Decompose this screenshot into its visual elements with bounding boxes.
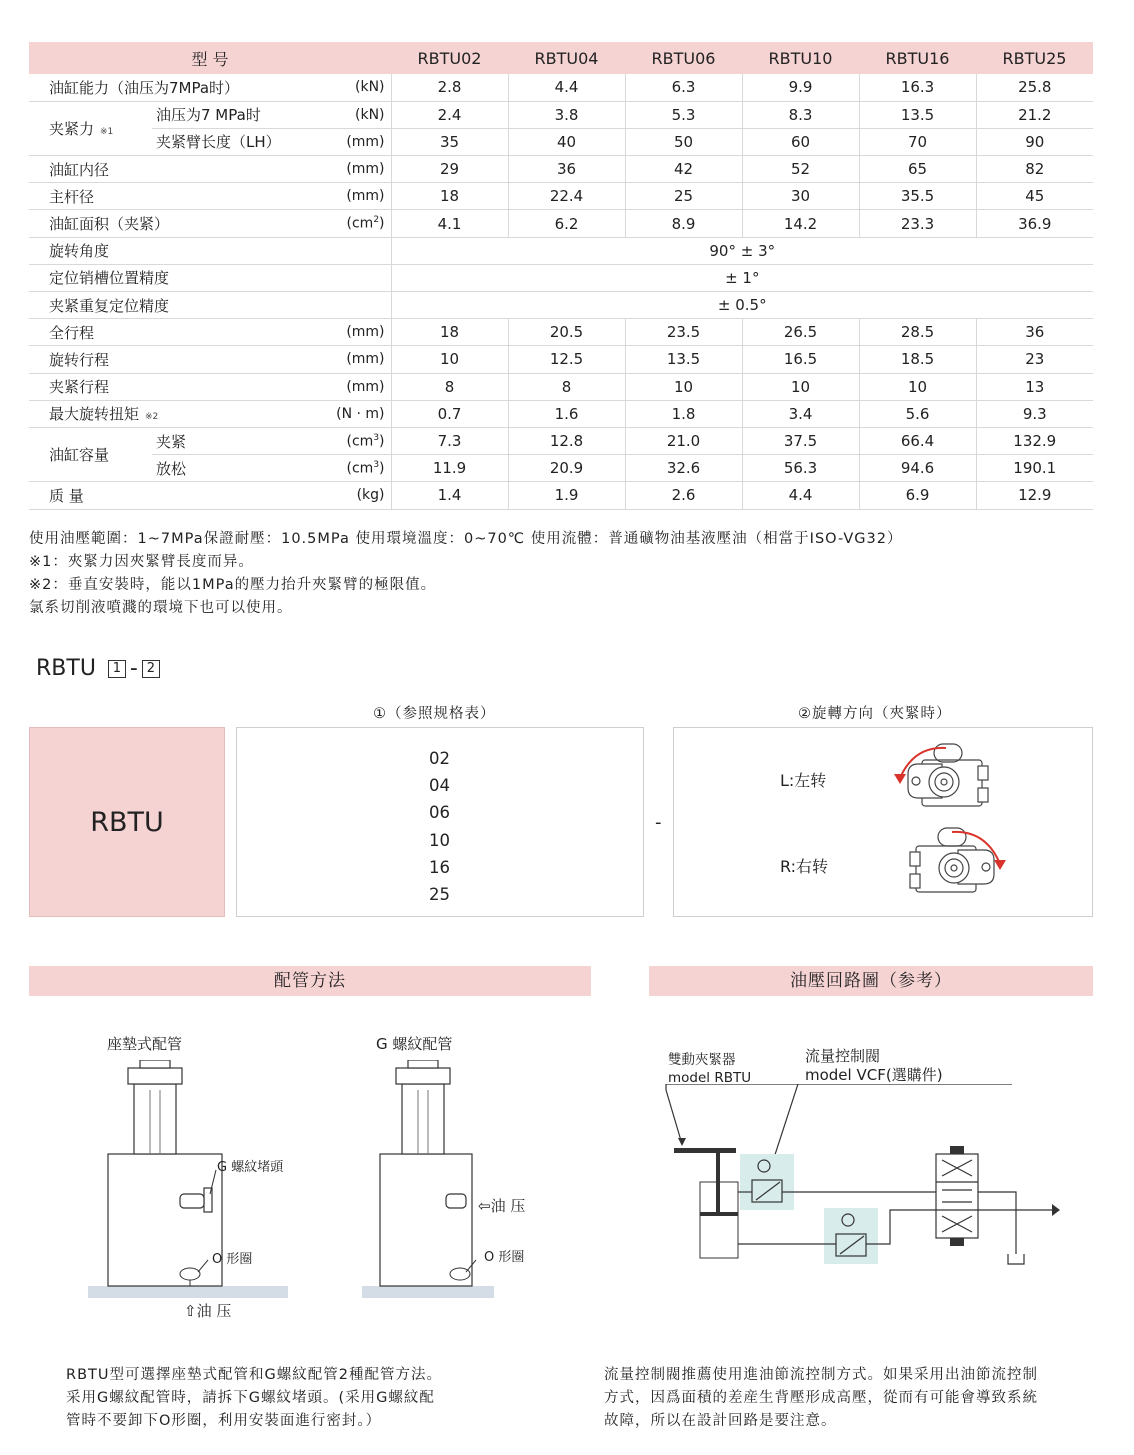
value-cell: 10	[625, 373, 742, 400]
piping-desc	[66, 1364, 442, 1433]
value-cell: 16.5	[742, 346, 859, 373]
header-model: RBTU04	[508, 42, 625, 74]
desc-line: 管時不要卸下O形圈，利用安裝面進行密封。）	[66, 1413, 382, 1429]
row-label: 油缸面积（夹紧）	[29, 210, 327, 237]
note-line: ※1：夾緊力因夾緊臂長度而异。	[29, 554, 254, 570]
row-unit: $(cm^2)$	[327, 210, 391, 237]
table-row	[29, 427, 1093, 454]
value-cell: 25	[625, 183, 742, 210]
table-row	[29, 156, 1093, 183]
desc-line: RBTU型可選擇座墊式配管和G螺紋配管2種配管方法。	[66, 1367, 442, 1383]
piping-title: 配管方法	[29, 966, 591, 996]
value-cell: 42	[625, 156, 742, 183]
row-unit: (mm)	[327, 156, 391, 183]
col2-header: ②旋轉方向（夾緊時）	[798, 706, 952, 722]
value-cell: 13	[976, 373, 1093, 400]
value-cell: 0.7	[391, 400, 508, 427]
size-item: 06	[429, 803, 450, 823]
row-unit: (N · m)	[327, 400, 391, 427]
value-cell: 12.8	[508, 427, 625, 454]
header-model: RBTU02	[391, 42, 508, 74]
value-cell: 8	[391, 373, 508, 400]
value-cell: 30	[742, 183, 859, 210]
value-cell: 65	[859, 156, 976, 183]
value-cell: 23.5	[625, 319, 742, 346]
value-cell: 12.5	[508, 346, 625, 373]
merged-value: ± 1°	[391, 264, 1093, 291]
valve-callout	[805, 1047, 943, 1085]
circuit-title: 油壓回路圖（参考）	[649, 966, 1093, 996]
row-label: 质 量	[29, 482, 327, 509]
value-cell: 2.6	[625, 482, 742, 509]
value-cell: 28.5	[859, 319, 976, 346]
value-cell: 7.3	[391, 427, 508, 454]
value-cell: 20.9	[508, 455, 625, 482]
desc-line: 采用G螺紋配管時，請拆下G螺紋堵頭。(采用G螺紋配	[66, 1390, 435, 1406]
row-unit: (mm)	[327, 183, 391, 210]
header-model: RBTU06	[625, 42, 742, 74]
value-cell: 1.4	[391, 482, 508, 509]
row-unit: $(cm^3)$	[327, 455, 391, 482]
desc-line: 流量控制閥推薦使用進油節流控制方式。如果采用出油節流控制	[604, 1367, 1038, 1383]
size-box	[236, 727, 644, 917]
value-cell: 132.9	[976, 427, 1093, 454]
table-row	[29, 319, 1093, 346]
row-label: 油缸能力（油压为7MPa时）	[29, 74, 327, 101]
value-cell: 6.2	[508, 210, 625, 237]
value-cell: 18	[391, 183, 508, 210]
table-row	[29, 264, 1093, 291]
value-cell: 50	[625, 128, 742, 155]
code-dash: -	[129, 656, 138, 681]
notes-block	[29, 528, 902, 620]
row-label: 旋转角度	[29, 237, 391, 264]
size-item: 02	[429, 749, 450, 768]
note-line: ※2：垂直安裝時，能以1MPa的壓力抬升夾緊臂的極限值。	[29, 577, 437, 593]
clamp-callout	[668, 1051, 751, 1087]
circuit-desc	[604, 1364, 1038, 1433]
oring-left-label: O 形圈	[212, 1252, 253, 1267]
thread-piping-title: G 螺紋配管	[376, 1035, 453, 1053]
row-unit: (mm)	[327, 128, 391, 155]
merged-value: ± 0.5°	[391, 292, 1093, 319]
value-cell: 40	[508, 128, 625, 155]
table-header-row	[29, 42, 1093, 74]
value-cell: 18.5	[859, 346, 976, 373]
value-cell: 9.3	[976, 400, 1093, 427]
value-cell: 4.4	[508, 74, 625, 101]
size-item: 04	[429, 776, 450, 796]
table-row	[29, 346, 1093, 373]
row-sublabel: 夹紧臂长度（LH）	[152, 128, 327, 155]
row-unit: $(cm^3)$	[327, 427, 391, 454]
value-cell: 6.9	[859, 482, 976, 509]
base-plate	[88, 1286, 288, 1298]
row-label: 油缸容量	[29, 427, 152, 481]
table-row	[29, 74, 1093, 101]
merged-value: 90° ± 3°	[391, 237, 1093, 264]
value-cell: 21.0	[625, 427, 742, 454]
row-sublabel: 夹紧	[152, 427, 327, 454]
table-row	[29, 210, 1093, 237]
value-cell: 36	[976, 319, 1093, 346]
value-cell: 70	[859, 128, 976, 155]
value-cell: 2.8	[391, 74, 508, 101]
table-row	[29, 237, 1093, 264]
value-cell: 82	[976, 156, 1093, 183]
header-label: 型 号	[29, 42, 391, 74]
order-code-model: RBTU	[36, 656, 96, 681]
row-unit: (mm)	[327, 346, 391, 373]
row-sublabel: 放松	[152, 455, 327, 482]
clamp-callout-line1: 雙動夾緊器	[668, 1052, 736, 1068]
value-cell: 36	[508, 156, 625, 183]
row-label: 定位销槽位置精度	[29, 264, 391, 291]
value-cell: 10	[859, 373, 976, 400]
note-mark: ※2	[145, 412, 159, 423]
value-cell: 18	[391, 319, 508, 346]
value-cell: 94.6	[859, 455, 976, 482]
row-label: 夹紧重复定位精度	[29, 292, 391, 319]
value-cell: 56.3	[742, 455, 859, 482]
table-row	[29, 128, 1093, 155]
value-cell: 60	[742, 128, 859, 155]
value-cell: 3.4	[742, 400, 859, 427]
table-row	[29, 373, 1093, 400]
row-unit: (mm)	[327, 319, 391, 346]
row-label: 旋转行程	[29, 346, 327, 373]
value-cell: 12.9	[976, 482, 1093, 509]
table-row	[29, 101, 1093, 128]
value-cell: 8.9	[625, 210, 742, 237]
value-cell: 25.8	[976, 74, 1093, 101]
value-cell: 35.5	[859, 183, 976, 210]
row-label: 最大旋转扭矩 ※2	[29, 400, 327, 427]
value-cell: 13.5	[859, 101, 976, 128]
row-label: 主杆径	[29, 183, 327, 210]
value-cell: 21.2	[976, 101, 1093, 128]
value-cell: 22.4	[508, 183, 625, 210]
value-cell: 4.4	[742, 482, 859, 509]
row-sublabel: 油压为7 MPa时	[152, 101, 327, 128]
order-code-title	[36, 656, 160, 681]
plug-label: G 螺紋堵頭	[217, 1160, 284, 1175]
row-unit: (kg)	[327, 482, 391, 509]
value-cell: 5.6	[859, 400, 976, 427]
value-cell: 8.3	[742, 101, 859, 128]
row-unit: (mm)	[327, 373, 391, 400]
value-cell: 4.1	[391, 210, 508, 237]
size-item: 25	[429, 885, 450, 905]
value-cell: 35	[391, 128, 508, 155]
separator-dash: -	[655, 812, 662, 833]
note-line: 氯系切削液噴濺的環境下也可以使用。	[29, 600, 293, 616]
table-row	[29, 482, 1093, 509]
direction-box	[673, 727, 1093, 917]
model-box: RBTU	[29, 727, 225, 917]
value-cell: 23	[976, 346, 1093, 373]
value-cell: 26.5	[742, 319, 859, 346]
col1-header: ①（参照规格表）	[373, 706, 496, 722]
value-cell: 32.6	[625, 455, 742, 482]
table-row	[29, 292, 1093, 319]
value-cell: 16.3	[859, 74, 976, 101]
table-row	[29, 183, 1093, 210]
value-cell: 1.8	[625, 400, 742, 427]
value-cell: 8	[508, 373, 625, 400]
hydraulic-circuit-diagram	[660, 1084, 1070, 1274]
desc-line: 方式，因爲面積的差産生背壓形成高壓，從而有可能會導致系統	[604, 1390, 1038, 1406]
code-box-2: 2	[142, 660, 160, 678]
clamp-callout-line2: model RBTU	[668, 1070, 752, 1086]
oil-in-side-label: ⇦油 压	[478, 1197, 526, 1215]
header-model: RBTU25	[976, 42, 1093, 74]
header-model: RBTU16	[859, 42, 976, 74]
row-unit: (kN)	[327, 74, 391, 101]
value-cell: 23.3	[859, 210, 976, 237]
valve-callout-line2: model VCF(選購件)	[805, 1066, 943, 1084]
value-cell: 52	[742, 156, 859, 183]
piping-diagram	[80, 1060, 540, 1310]
left-turn-label: L:左转	[780, 771, 827, 790]
oring-right-label: O 形圈	[484, 1250, 525, 1265]
value-cell: 1.6	[508, 400, 625, 427]
value-cell: 1.9	[508, 482, 625, 509]
value-cell: 20.5	[508, 319, 625, 346]
value-cell: 10	[391, 346, 508, 373]
value-cell: 66.4	[859, 427, 976, 454]
value-cell: 37.5	[742, 427, 859, 454]
value-cell: 29	[391, 156, 508, 183]
note-line: 使用油壓範圍：1~7MPa保證耐壓：10.5MPa 使用環境溫度：0~70℃ 使用流體：普通礦物油基液壓油（相當于ISO-VG32）	[29, 531, 903, 547]
table-row	[29, 455, 1093, 482]
size-list	[429, 745, 450, 908]
left-turn-icon	[884, 736, 1004, 824]
value-cell: 10	[742, 373, 859, 400]
value-cell: 14.2	[742, 210, 859, 237]
row-label: 夹紧行程	[29, 373, 327, 400]
right-turn-label: R:右转	[780, 857, 829, 876]
value-cell: 190.1	[976, 455, 1093, 482]
row-label: 全行程	[29, 319, 327, 346]
value-cell: 90	[976, 128, 1093, 155]
row-label: 夹紧力 ※1	[29, 101, 152, 155]
size-item: 16	[429, 857, 450, 877]
row-label: 油缸内径	[29, 156, 327, 183]
right-turn-icon	[902, 820, 1022, 908]
value-cell: 5.3	[625, 101, 742, 128]
value-cell: 2.4	[391, 101, 508, 128]
valve-callout-line1: 流量控制閥	[805, 1047, 881, 1065]
code-box-1: 1	[108, 660, 126, 678]
spec-table	[29, 42, 1093, 510]
header-model: RBTU10	[742, 42, 859, 74]
table-row	[29, 400, 1093, 427]
row-unit: (kN)	[327, 101, 391, 128]
oil-in-bottom-label: ⇧油 压	[184, 1302, 232, 1320]
value-cell: 45	[976, 183, 1093, 210]
value-cell: 9.9	[742, 74, 859, 101]
value-cell: 3.8	[508, 101, 625, 128]
desc-line: 故障，所以在設計回路是要注意。	[604, 1413, 837, 1429]
value-cell: 36.9	[976, 210, 1093, 237]
pad-piping-title: 座墊式配管	[107, 1035, 183, 1053]
value-cell: 13.5	[625, 346, 742, 373]
value-cell: 6.3	[625, 74, 742, 101]
note-mark: ※1	[100, 126, 114, 137]
size-item: 10	[429, 830, 450, 850]
value-cell: 11.9	[391, 455, 508, 482]
